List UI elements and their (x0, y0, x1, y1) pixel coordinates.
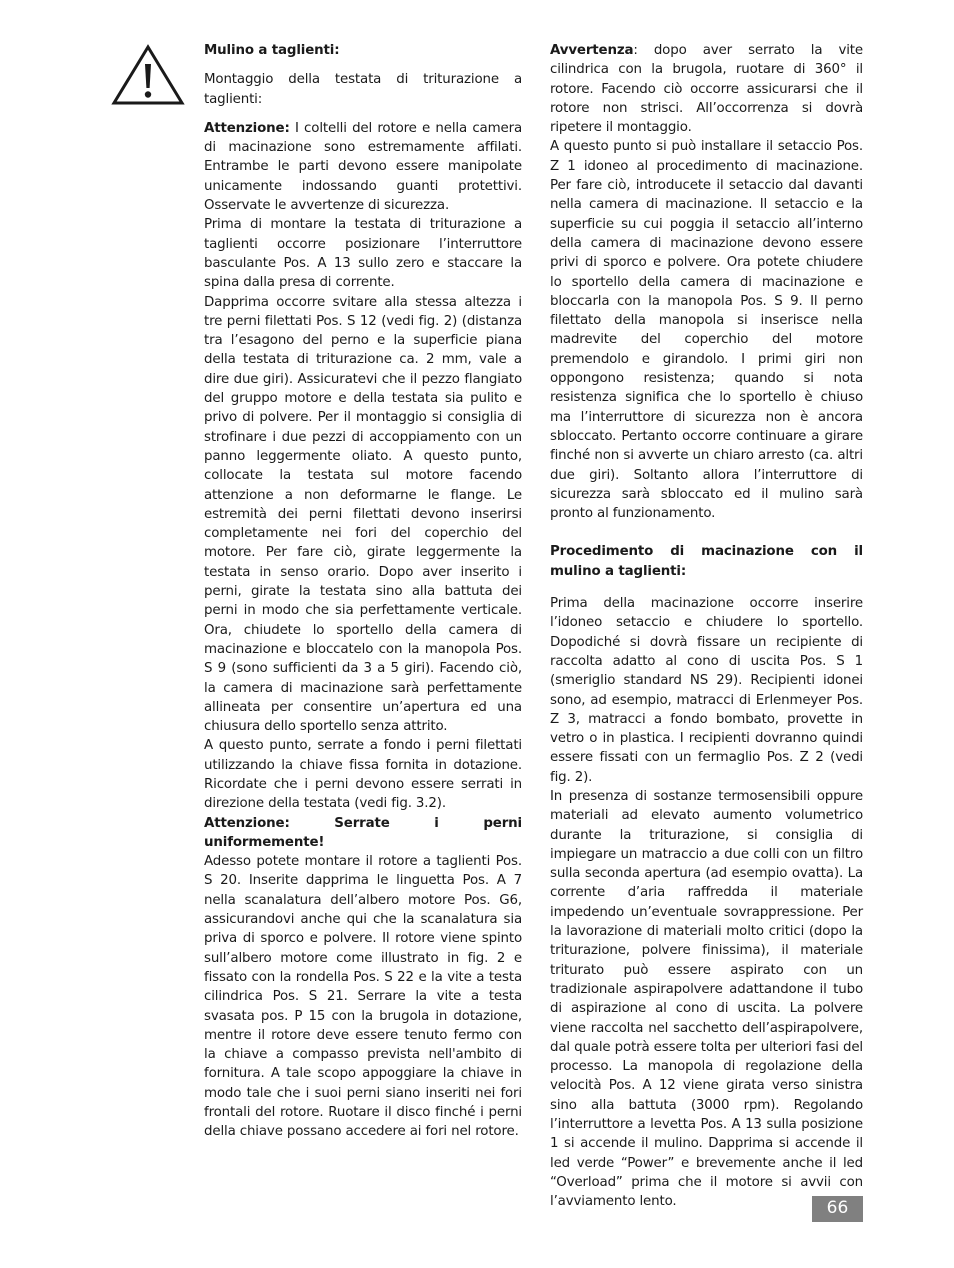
caution-text: I coltelli del rotore e nella camera di macinazione sono estremamente affilati. Entrambe le parti devono essere manipolate unicamente indossando guanti protettivi. Osservate le avvertenze di sicurezza. (204, 120, 522, 214)
section-heading-grinding: Procedimento di macinazione con il mulino a taglienti: (550, 544, 863, 579)
note-label: Avvertenza (550, 43, 634, 58)
note-paragraph (550, 41, 863, 137)
caution-bold-line: Attenzione: Serrate i perni uniformemente! (204, 815, 522, 850)
caution-paragraph (204, 119, 522, 215)
section-subheading: Montaggio della testata di triturazione a taglienti: (204, 72, 522, 107)
body-paragraph: Prima della macinazione occorre inserire l’idoneo setaccio e chiudere lo sportello. Dopodiché si dovrà fissare un recipiente di raccolta adatto al cono di uscita Pos. S 1 (smeriglio standard NS 29). Recipienti idonei sono, ad esempio, matracci di Erlenmeyer Pos. Z 3, matracci a fondo bombato, provette in vetro o in plastica. I recipienti dovranno quindi essere fissati con un fermaglio Pos. Z 2 (vedi fig. 2). (550, 596, 863, 785)
body-paragraph: Prima di montare la testata di triturazione a taglienti occorre posizionare l’interruttore basculante Pos. A 13 sullo zero e staccare la spina dalla presa di corrente. (204, 217, 522, 291)
right-column (550, 41, 863, 1212)
body-paragraph: A questo punto, serrate a fondo i perni filettati utilizzando la chiave fissa fornita in dotazione. Ricordate che i perni devono essere serrati in direzione della testata (vedi fig. 3.2). (204, 738, 522, 812)
body-paragraph: Dapprima occorre svitare alla stessa altezza i tre perni filettati Pos. S 12 (vedi fig. 2) (distanza tra l’esagono del perno e la superficie piana della testata di triturazione ca. 2 mm, vale a dire due giri). Assicuratevi che il pezzo flangiato del gruppo motore e della testata sia pulito e privo di polvere. Per il montaggio si consiglia di strofinare i due pezzi di accoppiamento con un panno leggermente oliato. A questo punto, collocate la testata sul motore facendo attenzione a non deformarne le flange. Le estremità dei perni filettati devono inserirsi completamente nei fori del coperchio del motore. Per fare ciò, girate leggermente la testata in senso orario. Dopo aver inserito i perni, girate la testata sino alla battuta dei perni in modo che sia perfettamente verticale. Ora, chiudete lo sportello della camera di macinazione e bloccatelo con la manopola Pos. S 9 (sono sufficienti da 3 a 5 giri). Facendo ciò, la camera di macinazione sarà perfettamente allineata per consentire un’apertura ed una chiusura dello sportello senza attrito. (204, 294, 522, 735)
page-number: 66 (812, 1196, 863, 1222)
caution-label: Attenzione: (204, 120, 290, 136)
body-paragraph: In presenza di sostanze termosensibili oppure materiali ad elevato aumento volumetrico durante la triturazione, si consiglia di impiegare un matraccio a due colli con un filtro sulla seconda apertura (ad esempio ovatta). La corrente d’aria raffredda il materiale impedendo un’eventuale sovrappressione. Per la lavorazione di materiali molto critici (dopo la triturazione, polvere finissima), il materiale triturato può essere aspirato con un tradizionale aspirapolvere adattandone il tubo di aspirazione al cono di uscita. La polvere viene raccolta nel sacchetto dell’aspirapolvere, dal quale potrà essere tolta per ulteriori fasi del processo. La manopola di regolazione della velocità Pos. A 12 viene girata verso sinistra sino alla battuta (3000 rpm). Regolando l’interruttore a levetta Pos. A 13 sulla posizione 1 si accende il mulino. Dapprima si accende il led verde “Power” e brevemente anche il led “Overload” prima che il motore si avvii con l’avviamento lento. (550, 788, 863, 1210)
note-text: : dopo aver serrato la vite cilindrica con la brugola, ruotare di 360° il rotore. Facendo ciò occorre assicurarsi che il rotore non strisci. All’occorrenza si dovrà ripetere il montaggio. (550, 43, 863, 136)
body-paragraph: A questo punto si può installare il setaccio Pos. Z 1 idoneo al procedimento di macinazione. Per fare ciò, introducete il setaccio dal davanti nella camera di macinazione. Il setaccio e la superficie su cui poggia il setaccio all’interno della camera di macinazione devono essere privi di sporco e polvere. Ora potete chiudere lo sportello della camera di macinazione e bloccarla con la manopola Pos. S 9. Il perno filettato della manopola si inserisce nella madrevite del coperchio del motore premendolo e girandolo. I primi giri non oppongono resistenza; quando si nota resistenza significa che lo sportello è chiuso ma l’interruttore di sicurezza non è ancora sbloccato. Pertanto occorre continuare a girare finché non si avverte un chiaro arresto (ca. altri due giri). Soltanto allora l’interruttore di sicurezza sarà sbloccato ed il mulino sarà pronto al funzionamento. (550, 139, 863, 522)
warning-triangle-icon (111, 44, 185, 106)
section-heading: Mulino a taglienti: (204, 43, 340, 58)
body-paragraph: Adesso potete montare il rotore a taglienti Pos. S 20. Inserite dapprima le linguetta Pos. A 7 nella scanalatura dell’albero motore Pos. G6, assicurandovi anche qui che la scanalatura sia priva di sporco e polvere. Il rotore viene spinto sull’albero motore come illustrato in fig. 2 e fissato con la rondella Pos. S 22 e la vite a testa cilindrica Pos. S 21. Serrare la vite a testa svasata pos. P 15 con la brugola in dotazione, mentre il rotore deve essere tenuto fermo con la chiave a compasso prevista nell'ambito di fornitura. A tale scopo appoggiare la chiave in modo tale che i suoi perni siano inseriti nei fori frontali del rotore. Ruotare il disco finché i perni della chiave possano accedere ai fori nel rotore. (204, 854, 522, 1140)
left-column (204, 41, 522, 1142)
